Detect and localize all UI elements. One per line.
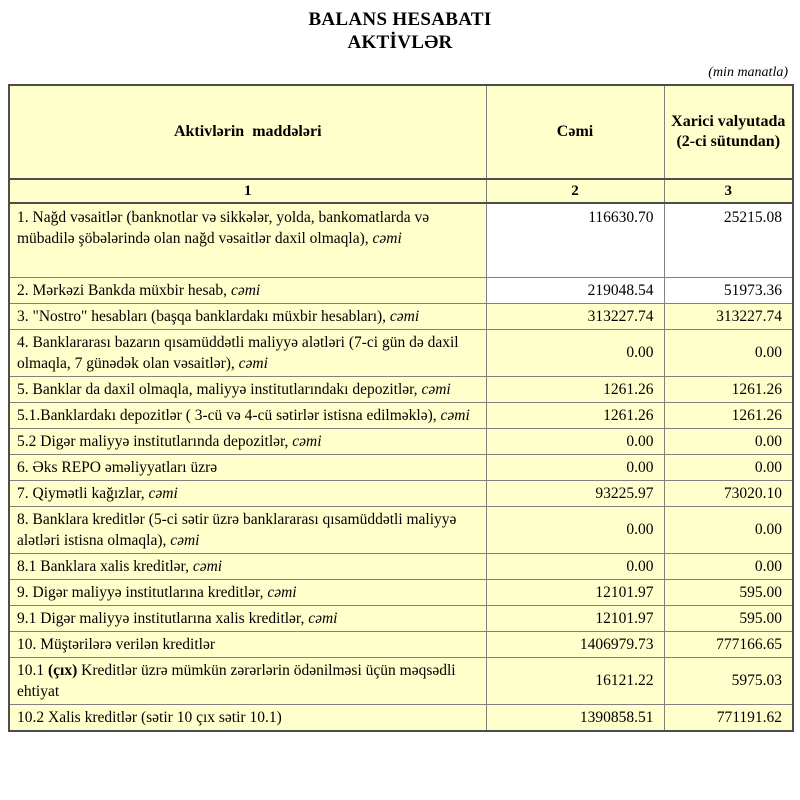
row-label xyxy=(9,428,486,454)
row-label-part: cəmi xyxy=(308,609,338,627)
row-label xyxy=(9,579,486,605)
total-value: 0.00 xyxy=(486,454,664,480)
row-label-part: 10. Müştərilərə verilən kreditlər xyxy=(17,635,215,653)
foreign-currency-value: 25215.08 xyxy=(664,203,793,277)
row-label-part: cəmi xyxy=(421,380,451,398)
foreign-currency-value: 0.00 xyxy=(664,428,793,454)
row-label-part: cəmi xyxy=(440,406,470,424)
report-title-line1: BALANS HESABATI xyxy=(308,9,492,30)
col-header-items: Aktivlərin maddələri xyxy=(9,85,486,179)
row-label xyxy=(9,553,486,579)
row-label-part: 4. Banklararası bazarın qısamüddətli maliyyə alətləri (7-ci gün də daxil olmaqla, 7 günədək olan vəsaitlər), xyxy=(17,333,459,372)
row-label-part: (çıx) xyxy=(48,661,78,679)
row-label-part: cəmi xyxy=(292,432,322,450)
foreign-currency-value: 73020.10 xyxy=(664,480,793,506)
total-value: 219048.54 xyxy=(486,277,664,303)
foreign-currency-value: 313227.74 xyxy=(664,303,793,329)
total-value: 0.00 xyxy=(486,553,664,579)
col-number-1: 1 xyxy=(9,179,486,203)
total-value: 93225.97 xyxy=(486,480,664,506)
table-row xyxy=(9,605,793,631)
foreign-currency-value: 771191.62 xyxy=(664,704,793,731)
row-label xyxy=(9,329,486,376)
row-label-part: 9.1 Digər maliyyə institutlarına xalis kreditlər, xyxy=(17,609,309,627)
row-label xyxy=(9,402,486,428)
table-row xyxy=(9,376,793,402)
row-label-part: cəmi xyxy=(267,583,297,601)
table-row xyxy=(9,579,793,605)
foreign-currency-value: 0.00 xyxy=(664,553,793,579)
col-number-3: 3 xyxy=(664,179,793,203)
row-label-part: cəmi xyxy=(372,230,402,247)
total-value: 12101.97 xyxy=(486,579,664,605)
row-label-part: 3. "Nostro" hesabları (başqa banklardakı müxbir hesabları), xyxy=(17,307,390,325)
foreign-currency-value: 595.00 xyxy=(664,579,793,605)
row-label-part: 5. Banklar da daxil olmaqla, maliyyə institutlarındakı depozitlər, xyxy=(17,380,422,398)
row-label-part: 9. Digər maliyyə institutlarına kreditlər, xyxy=(17,583,268,601)
foreign-currency-value: 0.00 xyxy=(664,454,793,480)
row-label-part: 5.1.Banklardakı depozitlər ( 3-cü və 4-cü sətirlər istisna edilməklə), xyxy=(17,406,441,424)
row-label xyxy=(9,277,486,303)
foreign-currency-value: 777166.65 xyxy=(664,631,793,657)
table-row xyxy=(9,631,793,657)
foreign-currency-value: 1261.26 xyxy=(664,402,793,428)
table-body xyxy=(9,203,793,731)
total-value: 1261.26 xyxy=(486,402,664,428)
row-label xyxy=(9,203,486,277)
table-row xyxy=(9,704,793,731)
total-value: 313227.74 xyxy=(486,303,664,329)
row-label-part: cəmi xyxy=(238,354,268,372)
col-header-total: Cəmi xyxy=(486,85,664,179)
foreign-currency-value: 5975.03 xyxy=(664,657,793,704)
row-label-part: cəmi xyxy=(170,531,200,549)
row-label-part: 8. Banklara kreditlər (5-ci sətir üzrə banklararası qısamüddətli maliyyə alətləri istisna olmaqla), xyxy=(17,510,457,549)
row-label xyxy=(9,605,486,631)
table-row xyxy=(9,329,793,376)
table-row xyxy=(9,480,793,506)
unit-note: (min manatla) xyxy=(708,65,788,80)
row-label-part: 1. Nağd vəsaitlər (banknotlar və sikkələr, yolda, bankomatlarda və mübadilə şöbələrində olan nağd vəsaitlər daxil olmaqla), xyxy=(17,209,430,247)
row-label-part: 6. Əks REPO əməliyyatları üzrə xyxy=(17,458,218,476)
foreign-currency-value: 0.00 xyxy=(664,329,793,376)
row-label-part: 5.2 Digər maliyyə institutlarında depozitlər, xyxy=(17,432,293,450)
total-value: 0.00 xyxy=(486,506,664,553)
header-row xyxy=(9,85,793,179)
column-number-row xyxy=(9,179,793,203)
row-label-part: 7. Qiymətli kağızlar, xyxy=(17,484,149,502)
table-row xyxy=(9,402,793,428)
row-label xyxy=(9,303,486,329)
row-label-part: 10.2 Xalis kreditlər (sətir 10 çıx sətir 10.1) xyxy=(17,708,282,726)
row-label-part: 2. Mərkəzi Bankda müxbir hesab, xyxy=(17,281,231,299)
report-title xyxy=(0,0,800,54)
col-number-2: 2 xyxy=(486,179,664,203)
foreign-currency-value: 51973.36 xyxy=(664,277,793,303)
row-label xyxy=(9,376,486,402)
foreign-currency-value: 595.00 xyxy=(664,605,793,631)
row-label xyxy=(9,480,486,506)
row-label-part: 10.1 xyxy=(17,661,48,679)
col-header-foreign-currency: Xarici valyutada (2-ci sütundan) xyxy=(664,85,793,179)
row-label xyxy=(9,454,486,480)
assets-table xyxy=(8,84,794,732)
row-label-part: cəmi xyxy=(148,484,178,502)
total-value: 0.00 xyxy=(486,329,664,376)
row-label xyxy=(9,631,486,657)
row-label-part: cəmi xyxy=(230,281,261,299)
total-value: 16121.22 xyxy=(486,657,664,704)
total-value: 116630.70 xyxy=(486,203,664,277)
table-row xyxy=(9,428,793,454)
total-value: 1261.26 xyxy=(486,376,664,402)
report-title-line2: AKTİVLƏR xyxy=(347,32,453,53)
row-label-part: Kreditlər üzrə mümkün zərərlərin ödənilməsi üçün məqsədli ehtiyat xyxy=(17,661,456,700)
table-row xyxy=(9,454,793,480)
table-row xyxy=(9,553,793,579)
table-row xyxy=(9,657,793,704)
table-row xyxy=(9,203,793,277)
row-label-part: 8.1 Banklara xalis kreditlər, xyxy=(17,557,193,575)
row-label xyxy=(9,506,486,553)
foreign-currency-value: 0.00 xyxy=(664,506,793,553)
total-value: 1390858.51 xyxy=(486,704,664,731)
total-value: 0.00 xyxy=(486,428,664,454)
total-value: 12101.97 xyxy=(486,605,664,631)
foreign-currency-value: 1261.26 xyxy=(664,376,793,402)
row-label-part: cəmi xyxy=(192,557,223,575)
table-row xyxy=(9,303,793,329)
table-row xyxy=(9,277,793,303)
row-label xyxy=(9,657,486,704)
table-row xyxy=(9,506,793,553)
total-value: 1406979.73 xyxy=(486,631,664,657)
row-label xyxy=(9,704,486,731)
row-label-part: cəmi xyxy=(389,307,420,325)
